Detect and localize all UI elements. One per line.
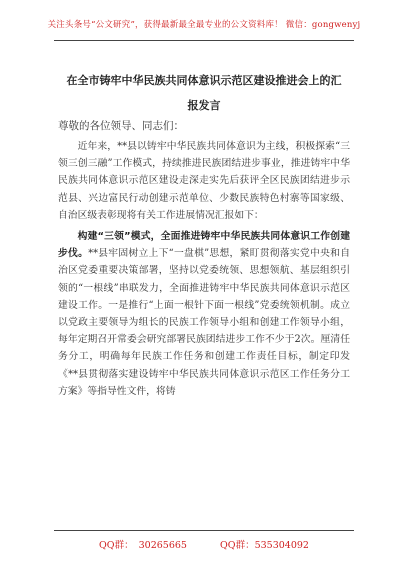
header-divider <box>54 40 354 41</box>
document-title <box>54 68 354 118</box>
paragraph-section-1 <box>58 228 350 400</box>
section-heading: 构建“三领”模式，全面推进铸牢中华民族共同体意识工作创建步伐。 <box>58 231 350 260</box>
section-text: **县牢固树立上下“一盘棋”思想，紧盯贯彻落实党中央和自治区党委重要决策部署，坚持以党委统领、思想领航、基层组织引领的“一根线”串联发力，全面推进铸牢中华民族共同体意识示范区建设工作。一是推行“上面一根针下面一根线”党委统领机制。成立以党政主要领导为组长的民族工作领导小组和创建工作领导小组，每年定期召开常委会研究部署民族团结进步工作不少于2次。厘清任务分工，明确每年民族工作任务和创建工作责任目标，制定印发《**县贯彻落实建设铸牢中华民族共同体意识示范区工作任务分工方案》等指导性文件，将铸 <box>58 248 350 397</box>
salutation: 尊敬的各位领导、同志们： <box>58 120 184 132</box>
footer-divider <box>54 530 354 531</box>
footer-qq-group-1: QQ群： 30265665 <box>99 540 187 551</box>
document-body <box>58 138 350 400</box>
footer-qq-group-2: QQ群：535304092 <box>220 540 309 551</box>
title-line-2: 报发言 <box>187 99 221 112</box>
paragraph-intro: 近年来，**县以铸牢中华民族共同体意识为主线，积极探索“三领三创三融”工作模式，持续推进民族团结进步事业，推进铸牢中华民族共同体意识示范区建设走深走实先后获评全区民族团结进步示范县、兴边富民行动创建示范单位、少数民族特色村寨等国家级、自治区级表彰现将有关工作进展情况汇报如下： <box>58 141 350 221</box>
header-banner: 关注头条号“公文研究”，获得最新最全最专业的公文资料库！ 微信：gongwenyj <box>47 20 361 30</box>
title-line-1: 在全市铸牢中华民族共同体意识示范区建设推进会上的汇 <box>66 74 342 87</box>
footer <box>0 537 408 551</box>
